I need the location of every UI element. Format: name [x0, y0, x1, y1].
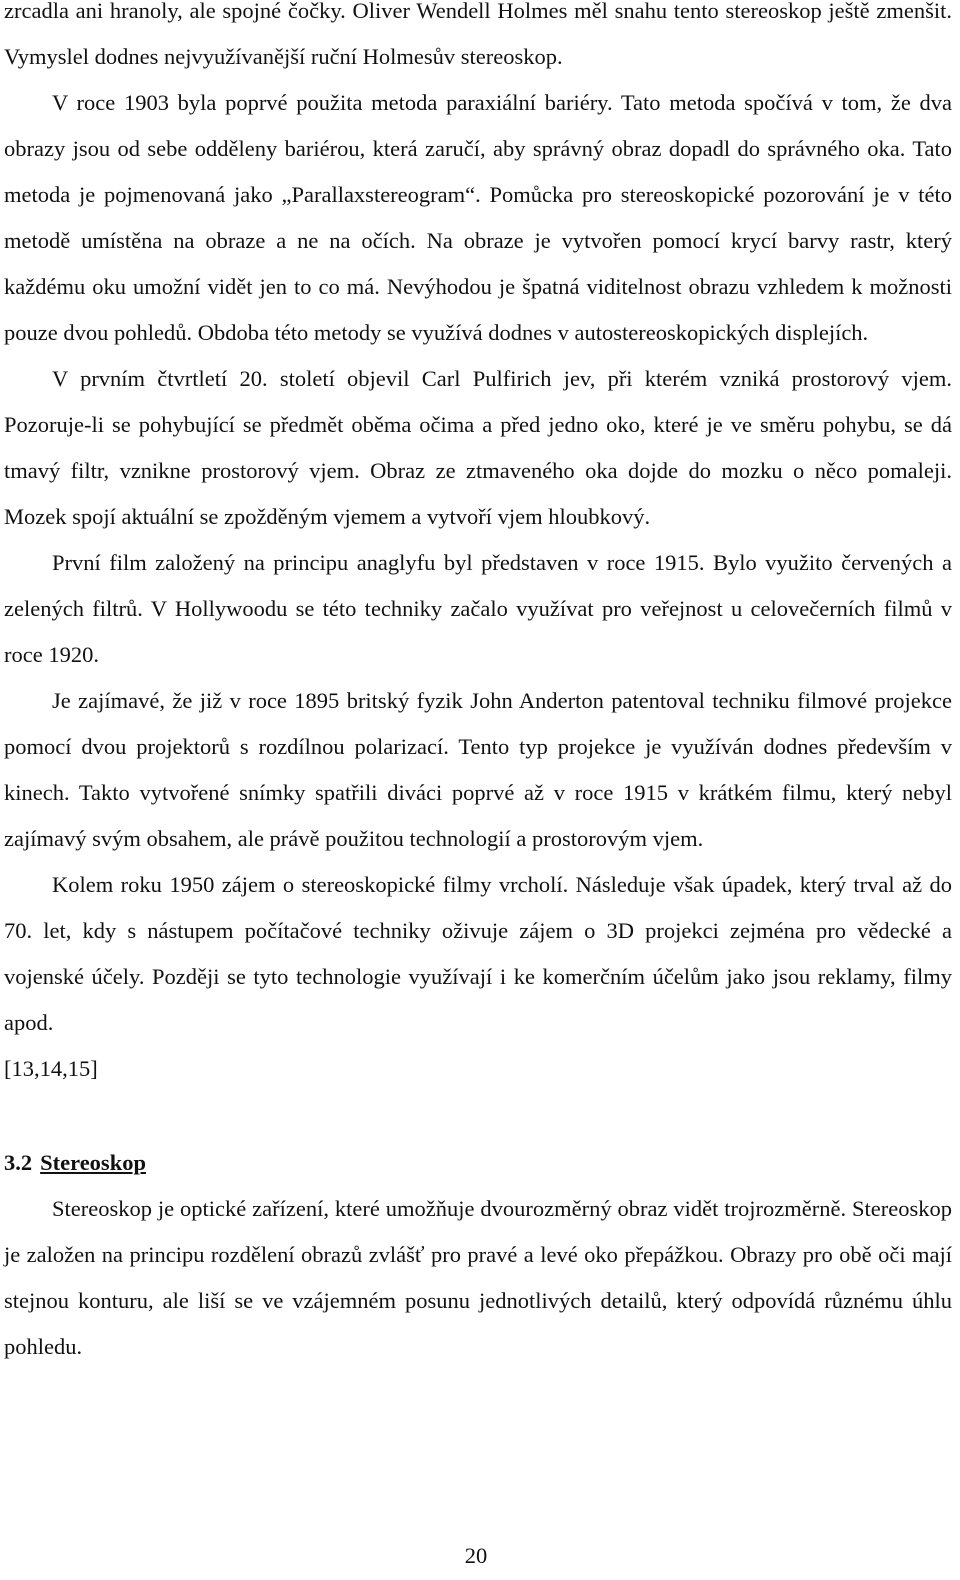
paragraph-pulfrich-effect: V prvním čtvrtletí 20. století objevil Carl Pulfirich jev, při kterém vzniká prostorový vjem. Pozoruje-li se pohybující se předmět oběma očima a před jedno oko, které je ve směru pohybu, se dá tmavý filtr, vznikne prostorový vjem. Obraz ze ztmaveného oka dojde do mozku o něco pomaleji. Mozek spojí aktuální se zpožděným vjemem a vytvoří vjem hloubkový. — [4, 366, 952, 529]
paragraph-stereo-film-history: Kolem roku 1950 zájem o stereoskopické filmy vrcholí. Následuje však úpadek, který trval až do 70. let, kdy s nástupem počítačové techniky oživuje zájem o 3D projekci zejména pro vědecké a vojenské účely. Později se tyto technologie využívají i ke komerčním účelům jako jsou reklamy, filmy apod. — [4, 872, 952, 1035]
paragraph-anaglyph-film: První film založený na principu anaglyfu byl představen v roce 1915. Bylo využito červených a zelených filtrů. V Hollywoodu se této techniky začalo využívat pro veřejnost u celovečerních filmů v roce 1920. — [4, 550, 952, 667]
references-citation: [13,14,15] — [4, 1056, 98, 1081]
document-page — [4, 0, 952, 1370]
paragraph-polarization-projection: Je zajímavé, že již v roce 1895 britský fyzik John Anderton patentoval techniku filmové projekce pomocí dvou projektorů s rozdílnou polarizací. Tento typ projekce je využíván dodnes především v kinech. Takto vytvořené snímky spatřili diváci poprvé až v roce 1915 v krátkém filmu, který nebyl zajímavý svým obsahem, ale právě použitou technologií a prostorovým vjem. — [4, 688, 952, 851]
section-heading — [4, 1140, 952, 1186]
paragraph-paraxial-barrier: V roce 1903 byla poprvé použita metoda paraxiální bariéry. Tato metoda spočívá v tom, že dva obrazy jsou od sebe odděleny bariérou, která zaručí, aby správný obraz dopadl do správného oka. Tato metoda je pojmenovaná jako „Parallaxstereogram“. Pomůcka pro stereoskopické pozorování je v této metodě umístěna na obraze a ne na očích. Na obraze je vytvořen pomocí krycí barvy rastr, který každému oku umožní vidět jen to co má. Nevýhodou je špatná viditelnost obrazu vzhledem k možnosti pouze dvou pohledů. Obdoba této metody se využívá dodnes v autostereoskopických displejích. — [4, 90, 952, 345]
section-number: 3.2 — [4, 1150, 33, 1175]
page-number: 20 — [464, 1543, 488, 1568]
paragraph-stereoscope-definition: Stereoskop je optické zařízení, které umožňuje dvourozměrný obraz vidět trojrozměrně. Stereoskop je založen na principu rozdělení obrazů zvlášť pro pravé a levé oko přepážkou. Obrazy pro obě oči mají stejnou konturu, ale liší se ve vzájemném posunu jednotlivých detailů, který odpovídá různému úhlu pohledu. — [4, 1196, 952, 1359]
paragraph-holmes-stereoscope: zrcadla ani hranoly, ale spojné čočky. Oliver Wendell Holmes měl snahu tento stereoskop ještě zmenšit. Vymyslel dodnes nejvyužívanější ruční Holmesův stereoskop. — [4, 0, 952, 69]
section-title: Stereoskop — [40, 1150, 146, 1175]
